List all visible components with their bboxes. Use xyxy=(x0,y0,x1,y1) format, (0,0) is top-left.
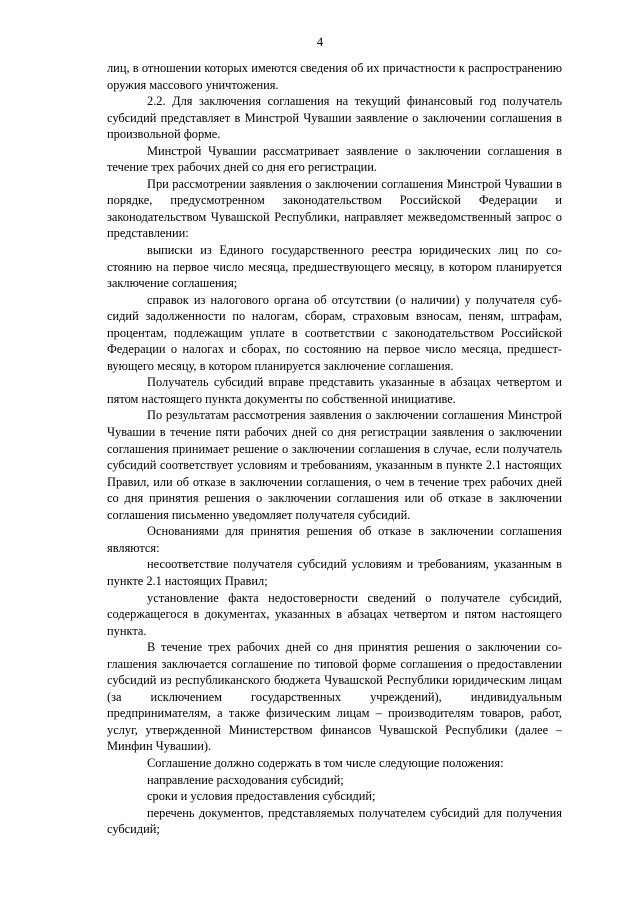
paragraph-tax-certificates: справок из налогового органа об отсутствии (о наличии) у получателя субсидий задолженности по налогам, сборам, страховым взносам, пеням, штрафам, процентам, подлежащим уплате в соответствии с законодательством Российской Федерации о налогах и сборах, по состоянию на первое число месяца, предшествующего месяцу, в котором планируется заключение соглашения. xyxy=(107,292,562,373)
paragraph-decision: По результатам рассмотрения заявления о заключении соглашения Минстрой Чувашии в течение пяти рабочих дней со дня регистрации заявления о заключении соглашения принимает решение о заключении соглашения в случае, если получатель субсидий соответствует условиям и требованиям, указанным в пункте 2.1 настоящих Правил, или об отказе в заключении соглашения, о чем в течение трех рабочих дней со дня принятия решения о заключении соглашения или об отказе в заключении соглашения письменно уведомляет получателя субсидий. xyxy=(107,408,562,522)
document-body xyxy=(107,60,562,838)
paragraph-agreement-conclusion: В течение трех рабочих дней со дня принятия решения о заключении соглашения заключается соглашение по типовой форме соглашения о предоставлении субсидий из республиканского бюджета Чувашской Республики юридическим лицам (за исключением государственных учреждений), индивидуальным предпринимателям, а также физическим лицам – производителям товаров, работ, услуг, утвержденной Министерством финансов Чувашской Республики (далее – Минфин Чувашии). xyxy=(107,640,562,754)
paragraph-ground-noncompliance: несоответствие получателя субсидий условиям и требованиям, указанным в пункте 2.1 настоящих Правил; xyxy=(107,557,562,588)
paragraph-documents-list: перечень документов, представляемых получателем субсидий для получения субсидий; xyxy=(107,805,562,837)
paragraph-interagency-request: При рассмотрении заявления о заключении соглашения Минстрой Чувашии в порядке, предусмотренном законодательством Российской Федерации и законодательством Чувашской Республики, направляет межведомственный запрос о представлении: xyxy=(107,176,562,241)
paragraph-refusal-grounds: Основаниями для принятия решения об отказе в заключении соглашения являются: xyxy=(107,524,562,555)
paragraph-spending-direction: направление расходования субсидий; xyxy=(147,772,344,787)
paragraph-own-initiative: Получатель субсидий вправе представить указанные в абзацах четвертом и пятом настоящего пункта документы по собственной инициативе. xyxy=(107,375,562,406)
page-number: 4 xyxy=(316,35,324,49)
paragraph-agreement-content: Соглашение должно содержать в том числе следующие положения: xyxy=(147,755,504,770)
paragraph-ground-false-info: установление факта недостоверности сведений о получателе субсидий, содержащегося в документах, указанных в абзацах четвертом и пятом настоящего пункта. xyxy=(107,590,562,638)
paragraph-terms-conditions: сроки и условия предоставления субсидий; xyxy=(147,789,376,804)
paragraph-registry-extract: выписки из Единого государственного реестра юридических лиц по состоянию на первое число месяца, предшествующего месяцу, в котором планируется заключение соглашения; xyxy=(107,243,562,291)
paragraph-continuation: лиц, в отношении которых имеются сведения об их причастности к распространению оружия массового уничтожения. xyxy=(107,61,562,92)
paragraph-2-2-application: 2.2. Для заключения соглашения на текущий финансовый год получатель субсидий представляет в Минстрой Чувашии заявление о заключении соглашения в произвольной форме. xyxy=(107,94,562,142)
paragraph-review-term: Минстрой Чувашии рассматривает заявление о заключении соглашения в течение трех рабочих дней со дня его регистрации. xyxy=(107,143,562,175)
